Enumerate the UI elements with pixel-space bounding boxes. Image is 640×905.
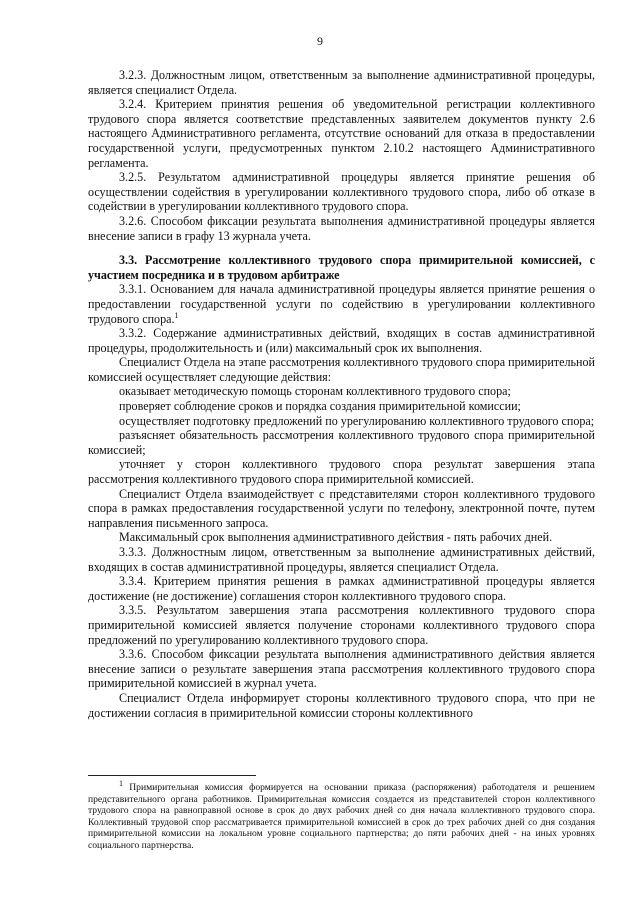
paragraph-3-3-6: 3.3.6. Способом фиксации результата выполнения административного действия является внесение записи о результате завершения этапа рассмотрения коллективного трудового спора примирительной комиссией в журнал учета. xyxy=(88,647,595,691)
paragraph-3-3-5: 3.3.5. Результатом завершения этапа рассмотрения коллективного трудового спора примирительной комиссией является получение сторонами коллективного трудового спора предложений по урегулированию коллективного трудового спора. xyxy=(88,603,595,647)
section-heading-3-3: 3.3. Рассмотрение коллективного трудового спора примирительной комиссией, с участием посредника и в трудовом арбитраже xyxy=(88,253,595,282)
footnote-mark: 1 xyxy=(119,778,123,788)
paragraph-3-2-6: 3.2.6. Способом фиксации результата выполнения административной процедуры является внесение записи в графу 13 журнала учета. xyxy=(88,213,595,243)
page-number: 9 xyxy=(317,34,323,48)
paragraph-specialist-actions: Специалист Отдела на этапе рассмотрения коллективного трудового спора примирительной комиссией осуществляет следующие действия: xyxy=(88,355,595,384)
paragraph-interaction: Специалист Отдела взаимодействует с представителями сторон коллективного трудового спора в рамках предоставления государственной услуги по телефону, электронной почте, путем направления письменного запроса. xyxy=(88,486,595,530)
paragraph-3-3-1-text: 3.3.1. Основанием для начала административной процедуры является принятие решения о предоставлении государственной услуги по содействию в урегулировании коллективного трудового спора. xyxy=(88,282,595,326)
paragraph-informs: Специалист Отдела информирует стороны коллективного трудового спора, что при не достижении согласия в примирительной комиссии стороны коллективного xyxy=(88,690,595,720)
footnote-reference: 1 xyxy=(174,310,179,320)
action-item: разъясняет обязательность рассмотрения коллективного трудового спора примирительной комиссией; xyxy=(88,428,595,457)
action-item: осуществляет подготовку предложений по урегулированию коллективного трудового спора; xyxy=(119,413,595,428)
paragraph-3-2-3: 3.2.3. Должностным лицом, ответственным за выполнение административной процедуры, является специалист Отдела. xyxy=(88,68,595,97)
paragraph-3-2-4: 3.2.4. Критерием принятия решения об уведомительной регистрации коллективного трудового спора является соответствие представленных заявителем документов пункту 2.6 настоящего Административного регламента, отсутствие оснований для отказа в предоставлении государственной услуги, предусмотренных пунктом 2.10.2 настоящего Административного регламента. xyxy=(88,97,595,170)
footnote xyxy=(88,778,596,852)
document-body xyxy=(88,68,595,720)
footnote-text: Примирительная комиссия формируется на основании приказа (распоряжения) работодателя и решением представительного органа работников. Примирительная комиссия создается из представителей сторон коллективного трудового спора на равноправной основе в срок до двух рабочих дней со дня начала коллективного трудового спора. Коллективный трудовой спор рассматривается примирительной комиссией в срок до трех рабочих дней со дня создания примирительной комиссии на локальном уровне социального партнерства; до пяти рабочих дней - на иных уровнях социального партнерства. xyxy=(88,782,596,851)
footnote-divider xyxy=(88,775,256,776)
action-item: уточняет у сторон коллективного трудового спора результат завершения этапа рассмотрения коллективного трудового спора примирительной комиссией. xyxy=(88,457,595,487)
paragraph-3-3-1 xyxy=(88,282,595,326)
paragraph-3-3-3: 3.3.3. Должностным лицом, ответственным за выполнение административных действий, входящих в состав административной процедуры, является специалист Отдела. xyxy=(88,545,595,574)
paragraph-3-2-5: 3.2.5. Результатом административной процедуры является принятие решения об осуществлении содействия в урегулировании коллективного трудового спора, либо об отказе в содействии в урегулировании коллективного трудового спора. xyxy=(88,170,595,214)
paragraph-3-3-2: 3.3.2. Содержание административных действий, входящих в состав административной процедуры, продолжительность и (или) максимальный срок их выполнения. xyxy=(88,326,595,355)
action-item: проверяет соблюдение сроков и порядка создания примирительной комиссии; xyxy=(119,399,521,414)
paragraph-max-term: Максимальный срок выполнения административного действия - пять рабочих дней. xyxy=(119,530,553,545)
paragraph-3-3-4: 3.3.4. Критерием принятия решения в рамках административной процедуры является достижение (не достижение) соглашения сторон коллективного трудового спора. xyxy=(88,574,595,603)
action-item: оказывает методическую помощь сторонам коллективного трудового спора; xyxy=(119,384,511,399)
